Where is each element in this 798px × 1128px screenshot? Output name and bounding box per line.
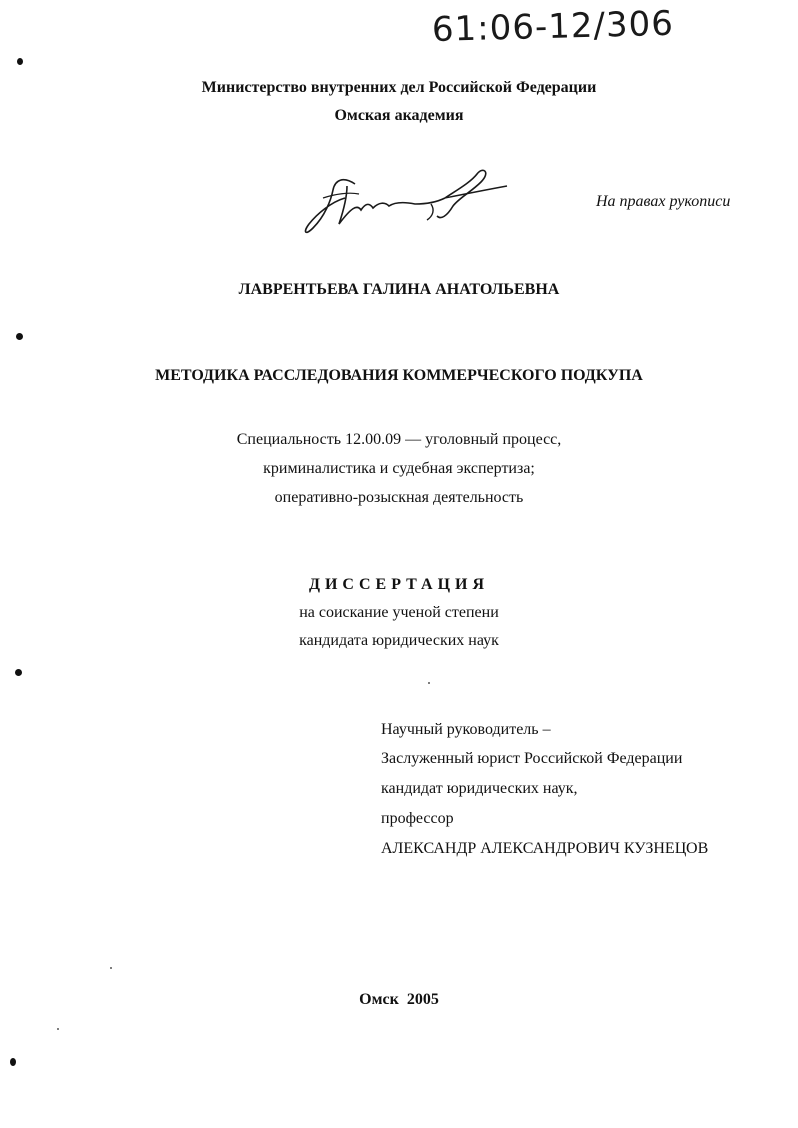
supervisor-title-1: Заслуженный юрист Российской Федерации [381,750,683,767]
margin-dot [10,1058,16,1066]
scan-speck [428,682,430,684]
ministry-name: Министерство внутренних дел Российской Федерации [201,79,597,96]
author-name: ЛАВРЕНТЬЕВА ГАЛИНА АНАТОЛЬЕВНА [238,281,560,298]
dissertation-title: МЕТОДИКА РАССЛЕДОВАНИЯ КОММЕРЧЕСКОГО ПОДКУПА [155,367,643,384]
catalog-number-handwritten: 61:06-12/306 [431,3,675,50]
scan-speck [57,1028,59,1030]
supervisor-name: АЛЕКСАНДР АЛЕКСАНДРОВИЧ КУЗНЕЦОВ [381,840,709,857]
supervisor-role: Научный руководитель – [381,721,551,738]
degree-line-2: кандидата юридических наук [299,632,499,649]
margin-dot [17,58,23,65]
specialty-line-1: Специальность 12.00.09 — уголовный процесс, [236,431,562,448]
margin-dot [16,333,23,340]
scan-speck [110,967,112,969]
manuscript-rights-note: На правах рукописи [596,193,731,210]
specialty-line-2: криминалистика и судебная экспертиза; [263,460,535,477]
margin-dot [15,669,22,676]
dissertation-heading: ДИССЕРТАЦИЯ [308,576,490,593]
place-and-year: Омск 2005 [359,991,439,1008]
author-signature [295,168,510,243]
supervisor-title-3: профессор [381,810,454,827]
degree-line-1: на соискание ученой степени [299,604,499,621]
specialty-line-3: оперативно-розыскная деятельность [274,489,524,506]
academy-name: Омская академия [334,107,464,124]
supervisor-title-2: кандидат юридических наук, [381,780,578,797]
